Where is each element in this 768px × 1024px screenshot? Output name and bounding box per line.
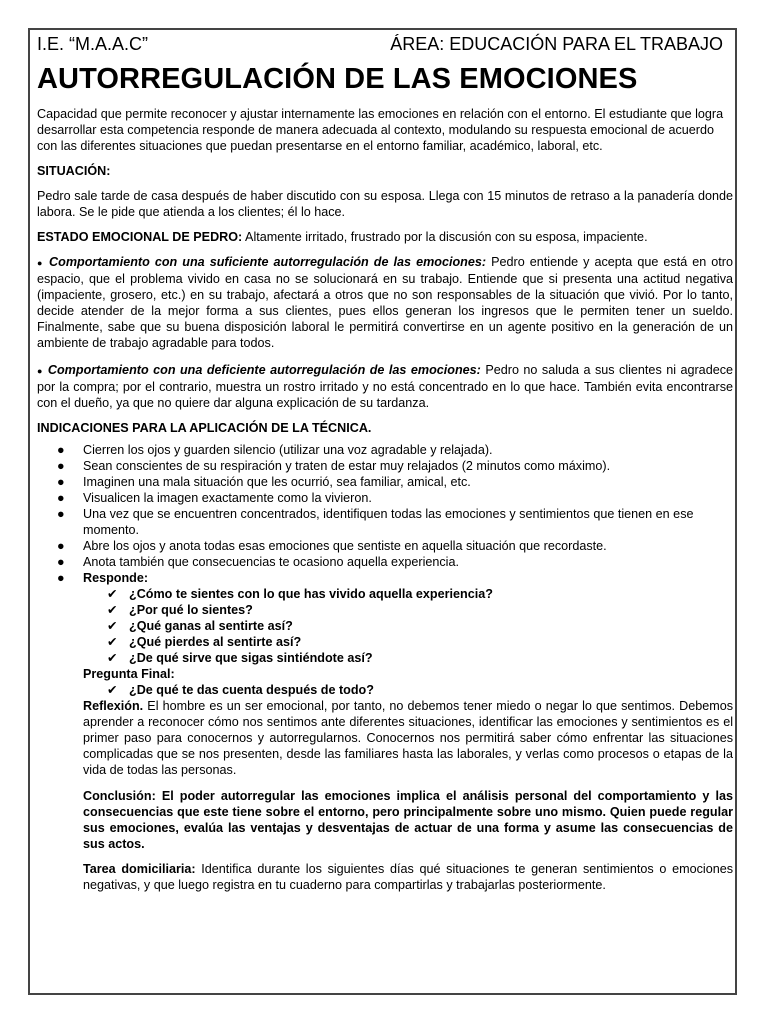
behavior-good-text: Pedro entiende y acepta que está en otro espacio, que el problema vivido en casa no se solucionará en su trabajo. Entiende que si presenta una actitud negativa (impaciente, grosero, etc.) en su trabajo, afectará a otros que no son responsables de la situación que vivió. Por lo tanto, decide atender de la mejor forma a sus clientes, pues ellos generan los ingresos que le permiten tener un sueldo. Finalmente, sabe que su buena disposición laboral le permitirá convertirse en un agente positivo en la generación de un ambiente de trabajo agradable para todos.	[37, 255, 734, 350]
behavior-good	[37, 254, 733, 351]
list-item: ✔ ¿Cómo te sientes con lo que has vivido aquella experiencia?	[107, 587, 493, 601]
list-item: ✔ ¿De qué sirve que sigas sintiéndote así?	[107, 651, 373, 665]
situation-text: Pedro sale tarde de casa después de haber discutido con su esposa. Llega con 15 minutos de retraso a la panadería donde labora. Se le pide que atienda a los clientes; él lo hace.	[37, 189, 733, 219]
homework-label: Tarea domiciliaria:	[83, 862, 196, 876]
list-item: ● Sean conscientes de su respiración y traten de estar muy relajados (2 minutos como máximo).	[57, 459, 611, 473]
bullet-icon: ●	[57, 555, 65, 569]
document-header	[37, 34, 733, 58]
list-item: ● Una vez que se encuentren concentrados, identifiquen todas las emociones y sentimientos que tienen en ese momento.	[57, 507, 694, 537]
bullet-icon: ●	[37, 258, 44, 268]
checkmark-icon: ✔	[107, 619, 118, 633]
emotional-state-label: ESTADO EMOCIONAL DE PEDRO:	[37, 230, 243, 244]
school-name: I.E. “M.A.A.C”	[37, 34, 149, 54]
list-item: ✔ ¿Por qué lo sientes?	[107, 603, 253, 617]
list-item: ✔ ¿Qué ganas al sentirte así?	[107, 619, 293, 633]
list-item: ✔ ¿De qué te das cuenta después de todo?	[107, 683, 374, 697]
final-question-label: Pregunta Final:	[83, 667, 175, 681]
final-question-list	[37, 682, 733, 698]
reflection-paragraph	[37, 698, 733, 778]
bullet-icon: ●	[57, 491, 65, 505]
bullet-icon: ●	[57, 475, 65, 489]
bullet-icon: ●	[57, 443, 65, 457]
list-item: ● Anota también que consecuencias te ocasiono aquella experiencia.	[57, 555, 459, 569]
document-body	[37, 34, 733, 893]
page-title: AUTORREGULACIÓN DE LAS EMOCIONES	[37, 63, 638, 95]
behavior-bad	[37, 362, 733, 411]
checkmark-icon: ✔	[107, 587, 118, 601]
emotional-state	[37, 229, 733, 245]
checkmark-icon: ✔	[107, 683, 118, 697]
behavior-good-label: Comportamiento con una suficiente autorregulación de las emociones:	[44, 255, 487, 269]
list-item: ● Cierren los ojos y guarden silencio (utilizar una voz agradable y relajada).	[57, 443, 493, 457]
instructions-heading: INDICACIONES PARA LA APLICACIÓN DE LA TÉCNICA.	[37, 421, 372, 435]
list-item: ● Abre los ojos y anota todas esas emociones que sentiste en aquella situación que recordaste.	[57, 539, 607, 553]
list-item: ● Visualicen la imagen exactamente como la vivieron.	[57, 491, 372, 505]
questions-list	[37, 586, 733, 666]
bullet-icon: ●	[57, 571, 65, 585]
checkmark-icon: ✔	[107, 651, 118, 665]
reflection-text: El hombre es un ser emocional, por tanto, no debemos tener miedo o negar lo que sentimos. Debemos aprender a reconocer cómo nos sentimos ante diferentes situaciones, identificar las emociones y sentimientos es el primer paso para conocernos y autorregularnos. Conocernos nos permitirá saber cómo enfrentar las situaciones complicadas que se nos presenten, desde las familiares hasta las laborales, y verlas como procesos o etapas de la vida de todas las personas.	[83, 699, 733, 777]
respond-label: Responde:	[83, 571, 149, 585]
bullet-icon: ●	[57, 459, 65, 473]
homework-paragraph	[37, 861, 733, 893]
checkmark-icon: ✔	[107, 603, 118, 617]
intro-paragraph: Capacidad que permite reconocer y ajustar internamente las emociones en relación con el entorno. El estudiante que logra desarrollar esta competencia responde de manera adecuada al contexto, modulando su respuesta emocional de acuerdo con las diferentes situaciones que puedan presentarse en el entorno familiar, académico, laboral, etc.	[37, 107, 724, 153]
area-name: ÁREA: EDUCACIÓN PARA EL TRABAJO	[390, 34, 723, 54]
checkmark-icon: ✔	[107, 635, 118, 649]
homework-text: Identifica durante los siguientes días qué situaciones te generan sentimientos o emociones negativas, y que luego registra en tu cuaderno para compartirlas y trabajarlas posteriormente.	[83, 862, 734, 892]
emotional-state-text: Altamente irritado, frustrado por la discusión con su esposa, impaciente.	[242, 230, 648, 244]
situation-heading: SITUACIÓN:	[37, 164, 111, 178]
instructions-list	[37, 442, 733, 586]
list-item: ✔ ¿Qué pierdes al sentirte así?	[107, 635, 302, 649]
list-item: ● Imaginen una mala situación que les ocurrió, sea familiar, amical, etc.	[57, 475, 471, 489]
reflection-label: Reflexión.	[83, 699, 144, 713]
behavior-bad-text: Pedro no saluda a sus clientes ni agradece por la compra; por el contrario, muestra un rostro irritado y no está concentrado en lo que hace. También evita encontrarse con el dueño, ya que no quiere dar alguna explicación de su tardanza.	[37, 363, 733, 410]
conclusion-paragraph: Conclusión: El poder autorregular las emociones implica el análisis personal del comportamiento y las consecuencias que este tiene sobre el entorno, pero principalmente sobre uno mismo. Quien puede regular sus emociones, evalúa las ventajas y desventajas de actuar de una forma y asume las consecuencias de sus actos.	[83, 789, 733, 851]
bullet-icon: ●	[57, 539, 65, 553]
bullet-icon: ●	[57, 507, 65, 521]
bullet-icon: ●	[37, 366, 44, 376]
list-item	[37, 570, 733, 586]
behavior-bad-label: Comportamiento con una deficiente autorregulación de las emociones:	[43, 363, 481, 377]
